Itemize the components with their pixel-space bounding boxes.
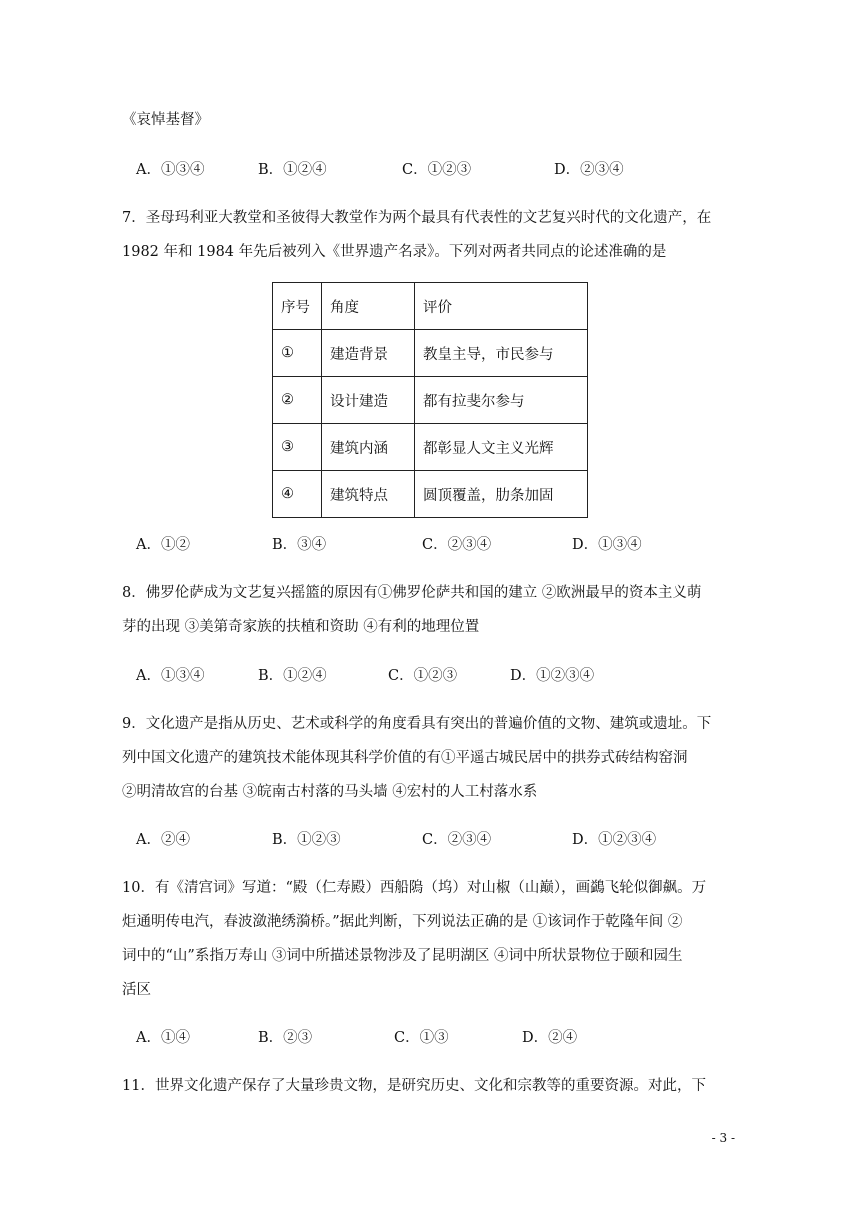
table-cell: 教皇主导，市民参与 (415, 330, 588, 377)
table-cell: 都有拉斐尔参与 (415, 377, 588, 424)
q8-option-a: A．①③④ (136, 668, 205, 684)
table-cell: ① (273, 330, 322, 377)
q9-option-c: C．②③④ (422, 832, 492, 848)
table-header-cell: 评价 (415, 283, 588, 330)
q8-option-d: D．①②③④ (510, 668, 595, 684)
q7-option-c: C．②③④ (422, 537, 492, 553)
table-cell: ④ (273, 471, 322, 518)
q8-option-b: B．①②④ (258, 668, 327, 684)
table-row (273, 377, 588, 424)
q9-option-d: D．①②③④ (572, 832, 657, 848)
q6-option-b: B．①②④ (258, 162, 327, 178)
q7-option-a: A．①② (136, 537, 190, 553)
page-number: - 3 - (711, 1131, 735, 1145)
q10-text-line-1: 10．有《清宫词》写道：“殿（仁寿殿）西船隖（坞）对山椒（山巅），画鷁飞轮似御飙。万 (122, 880, 707, 896)
q7-text-line-2: 1982 年和 1984 年先后被列入《世界遗产名录》。下列对两者共同点的论述准确的是 (122, 244, 667, 260)
q8-option-c: C．①②③ (388, 668, 458, 684)
preceding-text: 《哀悼基督》 (122, 112, 209, 128)
q6-option-d: D．②③④ (554, 162, 624, 178)
q9-text-line-1: 9．文化遗产是指从历史、艺术或科学的角度看具有突出的普遍价值的文物、建筑或遗址。下 (122, 716, 712, 732)
q9-text-line-3: ②明清故宫的台基 ③皖南古村落的马头墙 ④宏村的人工村落水系 (122, 784, 538, 800)
table-cell: ② (273, 377, 322, 424)
q10-option-d: D．②④ (522, 1030, 578, 1046)
table-cell: 建造背景 (322, 330, 415, 377)
table-header-row (273, 283, 588, 330)
q10-text-line-3: 词中的“山”系指万寿山 ③词中所描述景物涉及了昆明湖区 ④词中所状景物位于颐和园生 (122, 948, 683, 964)
q6-option-a: A．①③④ (136, 162, 205, 178)
table-header-cell: 角度 (322, 283, 415, 330)
q7-table (272, 282, 588, 518)
table-cell: 建筑特点 (322, 471, 415, 518)
table-cell: 都彰显人文主义光辉 (415, 424, 588, 471)
table-cell: ③ (273, 424, 322, 471)
q7-text-line-1: 7．圣母玛利亚大教堂和圣彼得大教堂作为两个最具有代表性的文艺复兴时代的文化遗产，在 (122, 210, 712, 226)
q7-option-b: B．③④ (272, 537, 327, 553)
q11-text-line-1: 11．世界文化遗产保存了大量珍贵文物，是研究历史、文化和宗教等的重要资源。对此，下 (122, 1078, 706, 1094)
q9-option-a: A．②④ (136, 832, 190, 848)
q10-option-a: A．①④ (136, 1030, 190, 1046)
table-row (273, 471, 588, 518)
q6-option-c: C．①②③ (402, 162, 472, 178)
table-cell: 建筑内涵 (322, 424, 415, 471)
table-row (273, 330, 588, 377)
table-cell: 圆顶覆盖，肋条加固 (415, 471, 588, 518)
q7-option-d: D．①③④ (572, 537, 642, 553)
q10-text-line-2: 炬通明传电汽，春波潋滟绣漪桥。”据此判断，下列说法正确的是 ①该词作于乾隆年间 ② (122, 914, 683, 930)
q8-text-line-2: 芽的出现 ③美第奇家族的扶植和资助 ④有利的地理位置 (122, 619, 480, 635)
table-row (273, 424, 588, 471)
q8-text-line-1: 8．佛罗伦萨成为文艺复兴摇篮的原因有①佛罗伦萨共和国的建立 ②欧洲最早的资本主义萌 (122, 585, 702, 601)
q9-text-line-2: 列中国文化遗产的建筑技术能体现其科学价值的有①平遥古城民居中的拱券式砖结构窑洞 (122, 750, 688, 766)
q10-option-c: C．①③ (394, 1030, 449, 1046)
q10-option-b: B．②③ (258, 1030, 313, 1046)
table-header-cell: 序号 (273, 283, 322, 330)
q10-text-line-4: 活区 (122, 982, 151, 998)
table-cell: 设计建造 (322, 377, 415, 424)
q9-option-b: B．①②③ (272, 832, 341, 848)
